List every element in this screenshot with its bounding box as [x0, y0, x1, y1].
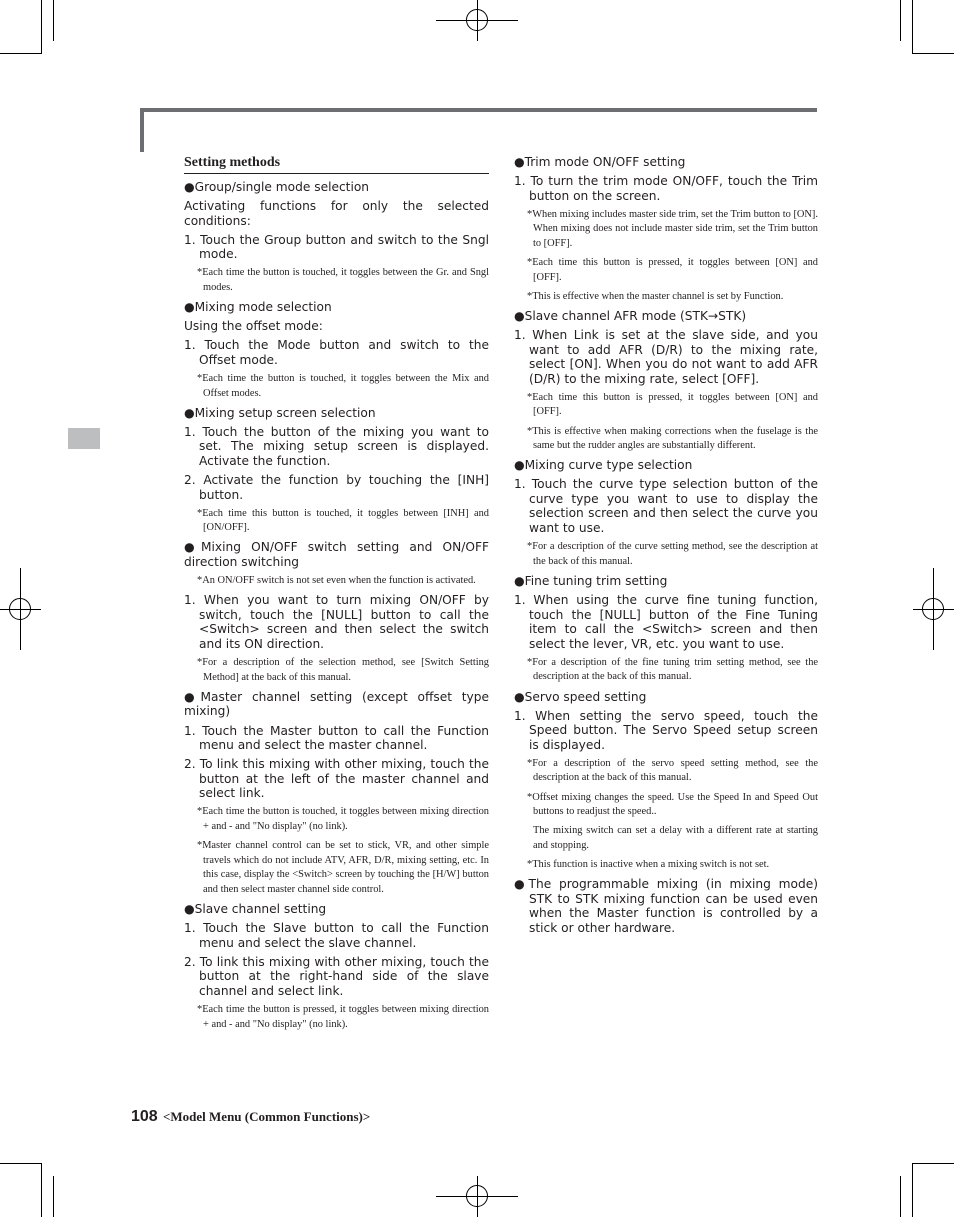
numbered-step: 1. Touch the curve type selection button of the curve type you want to use to display the selection screen and then select the curve you want to use.: [514, 477, 818, 536]
numbered-step: 2. To link this mixing with other mixing, touch the button at the left of the master channel and select link.: [184, 757, 489, 801]
footnote: *Offset mixing changes the speed. Use the Speed In and Speed Out buttons to readjust the speed..: [527, 791, 818, 818]
numbered-step: 1. Touch the Master button to call the Function menu and select the master channel.: [184, 723, 489, 753]
numbered-step: 1. Touch the button of the mixing you want to set. The mixing setup screen is displayed. Activate the function.: [184, 424, 489, 468]
footnote: *For a description of the servo speed setting method, see the description at the back of this manual.: [527, 757, 818, 784]
footnote: *Each time the button is touched, it toggles between the Mix and Offset modes.: [197, 373, 489, 399]
footnote: *For a description of the fine tuning trim setting method, see the description at the back of this manual.: [527, 656, 818, 683]
numbered-step: 1. To turn the trim mode ON/OFF, touch the Trim button on the screen.: [514, 174, 818, 203]
numbered-step: 1. Touch the Group button and switch to the Sngl mode.: [184, 232, 489, 262]
numbered-step: 1. When Link is set at the slave side, and you want to add AFR (D/R) to the mixing rate, select [ON]. When you do not want to add AFR (D/R) to the mixing rate, select [OFF].: [514, 327, 818, 386]
bullet-heading: ●Mixing ON/OFF switch setting and ON/OFF direction switching: [184, 540, 489, 570]
header-rule: [140, 108, 817, 112]
footnote: The mixing switch can set a delay with a different rate at starting and stopping.: [533, 825, 818, 851]
footnote: *When mixing includes master side trim, set the Trim button to [ON]. When mixing does not include master side trim, set the Trim button to [OFF].: [527, 208, 818, 249]
bullet-heading: ●Slave channel setting: [184, 902, 327, 917]
footnote: *This is effective when the master channel is set by Function.: [527, 290, 784, 302]
footnote: *For a description of the selection method, see [Switch Setting Method] at the back of this manual.: [197, 657, 489, 683]
footer-section-label: <Model Menu (Common Functions)>: [163, 1109, 371, 1124]
footnote: *Each time this button is touched, it toggles between [INH] and [ON/OFF].: [197, 507, 489, 534]
bullet-heading: ●Group/single mode selection: [184, 180, 370, 194]
section-title: Setting methods: [184, 155, 489, 174]
footnote: *This is effective when making corrections when the fuselage is the same but the rudder angles are substantially different.: [527, 425, 818, 452]
footnote: *Each time this button is pressed, it toggles between [ON] and [OFF].: [527, 257, 818, 283]
bullet-heading: ●Master channel setting (except offset type mixing): [184, 689, 489, 719]
numbered-step: 1. Touch the Mode button and switch to the Offset mode.: [184, 338, 489, 367]
numbered-step: 2. Activate the function by touching the [INH] button.: [184, 473, 489, 502]
header-rule-corner: [140, 108, 144, 152]
footnote: *For a description of the curve setting method, see the description at the back of this manual.: [527, 541, 818, 567]
right-column: [514, 155, 818, 940]
bullet-heading: ●Trim mode ON/OFF setting: [514, 155, 686, 169]
numbered-step: 1. Touch the Slave button to call the Function menu and select the slave channel.: [184, 921, 489, 950]
numbered-step: 1. When using the curve fine tuning function, touch the [NULL] button of the Fine Tuning item to call the <Switch> screen and then select the lever, VR, etc. you want to use.: [514, 592, 818, 651]
left-column: [184, 155, 489, 1037]
bullet-heading: ●Mixing mode selection: [184, 300, 332, 315]
page-number: 108: [131, 1108, 158, 1125]
bullet-heading: ●Slave channel AFR mode (STK→STK): [514, 308, 747, 323]
bullet-heading: ●Mixing setup screen selection: [184, 405, 376, 420]
footnote: *This function is inactive when a mixing switch is not set.: [527, 858, 770, 870]
footnote: *Each time this button is pressed, it toggles between [ON] and [OFF].: [527, 391, 818, 418]
footnote: *An ON/OFF switch is not set even when the function is activated.: [197, 575, 476, 587]
bullet-heading: ●Servo speed setting: [514, 689, 647, 704]
footnote: *Each time the button is touched, it toggles between mixing direction + and - and "No display" (no link).: [197, 806, 489, 833]
footnote: *Each time the button is touched, it toggles between the Gr. and Sngl modes.: [197, 267, 489, 294]
numbered-step: 1. When setting the servo speed, touch the Speed button. The Servo Speed setup screen is displayed.: [514, 708, 818, 752]
bullet-heading: ●Fine tuning trim setting: [514, 573, 668, 588]
paragraph: Using the offset mode:: [184, 319, 323, 334]
footnote: *Master channel control can be set to stick, VR, and other simple travels which do not include ATV, AFR, D/R, mixing setting, etc. In this case, display the <Switch> screen by touching the [H/W] button and then select master channel side control.: [197, 840, 489, 895]
numbered-step: 1. When you want to turn mixing ON/OFF by switch, touch the [NULL] button to call the <Switch> screen and then select the switch and its ON direction.: [184, 593, 489, 652]
paragraph: Activating functions for only the selected conditions:: [184, 199, 489, 228]
bullet-heading: ●Mixing curve type selection: [514, 458, 693, 473]
bullet-paragraph: ●The programmable mixing (in mixing mode) STK to STK mixing function can be used even when the Master function is controlled by a stick or other hardware.: [514, 877, 818, 935]
side-thumb-tab: [68, 428, 100, 449]
footnote: *Each time the button is pressed, it toggles between mixing direction + and - and "No display" (no link).: [197, 1004, 489, 1030]
numbered-step: 2. To link this mixing with other mixing, touch the button at the right-hand side of the slave channel and select link.: [184, 954, 489, 998]
